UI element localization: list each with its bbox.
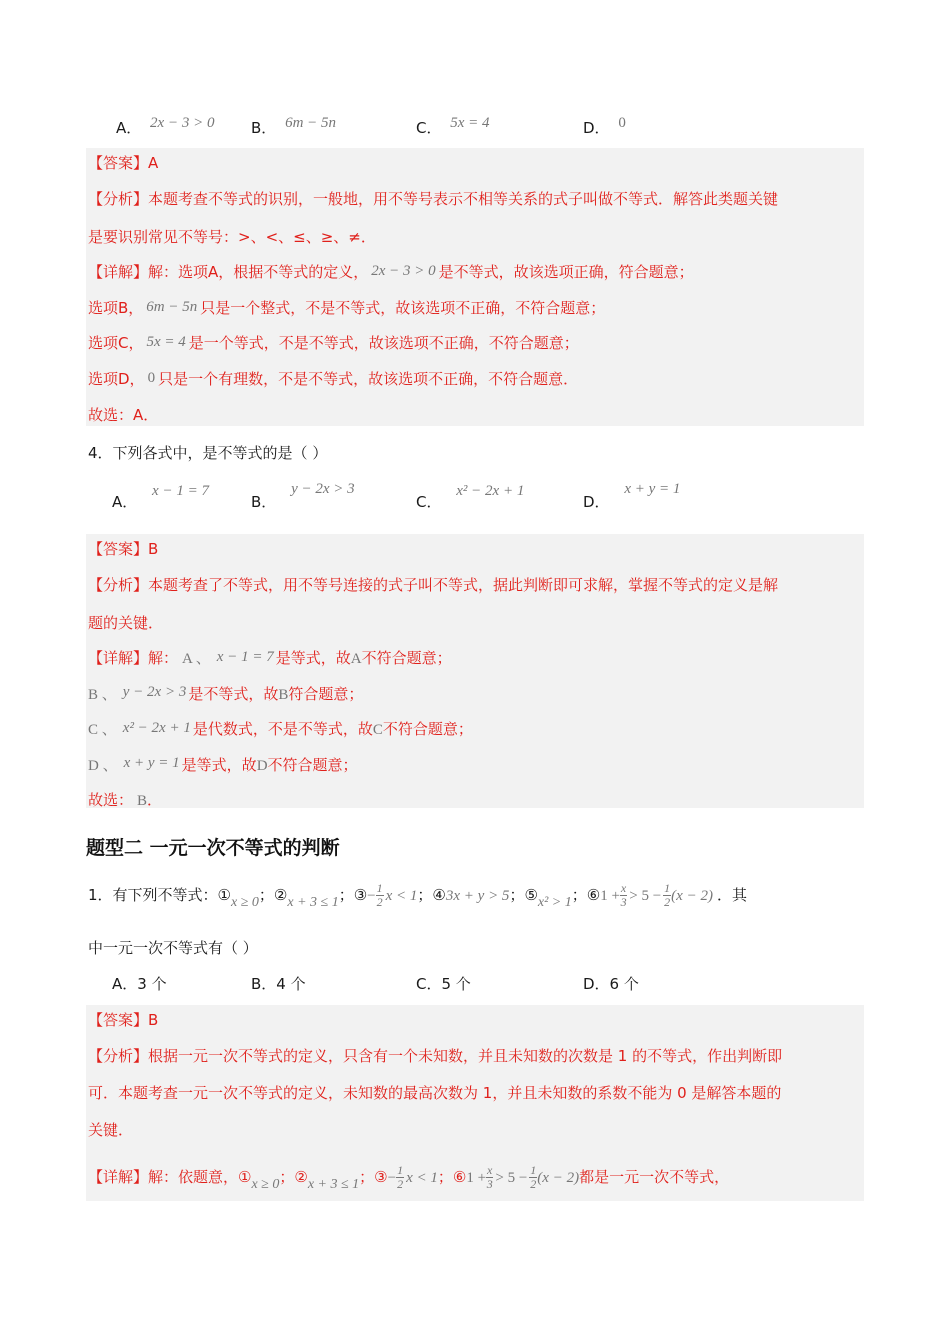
detail-letter: D [88,758,99,774]
detail-text: 是不等式，故该选项正确，符合题意； [438,263,694,281]
analysis-line-3: 关键． [88,1121,134,1139]
detail-text: ；② [279,1168,308,1186]
detail-letter: B [137,793,148,809]
detail-sep: 、 [98,687,117,703]
s2q1-answer-block [86,1005,864,1201]
detail-text: ；③ [359,1168,388,1186]
option-expr: x² − 2x + 1 [456,483,525,499]
detail-text: 只是一个整式，不是不等式，故该选项不正确，不符合题意； [200,299,606,317]
inequality-6-part: 1 + [466,1170,487,1186]
fraction-num: 1 [664,881,671,895]
detail-text: 选项D， [88,370,145,388]
detail-text: 不符合题意； [361,649,452,667]
detail-text: 不符合题意； [267,756,358,774]
detail-text: 符合题意； [288,685,364,703]
detail-expr: x² − 2x + 1 [122,720,191,736]
detail-text: 是不等式，故 [188,685,279,703]
q4-stem: 4．下列各式中，是不等式的是（ ） [88,444,328,462]
detail-expr: x − 1 = 7 [216,649,274,665]
option-label: D． [583,119,610,137]
stem-text: 1．有下列不等式：① [88,886,231,904]
inequality-3: x < 1 [406,1170,438,1186]
analysis-line-2: 题的关键． [88,614,164,632]
detail-text: 选项B， [88,299,144,317]
detail-text: 只是一个有理数，不是不等式，故该选项不正确，不符合题意． [158,370,579,388]
inequality-6-fraction-1 [620,882,627,909]
detail-expr: 5x = 4 [146,334,186,350]
q4-option-a [112,483,209,512]
inequality-2: x + 3 ≤ 1 [307,1177,360,1192]
stem-text: ；⑤ [509,886,538,904]
detail-text: 都是一元一次不等式， [579,1168,730,1186]
q3-option-d [583,117,626,138]
fraction-num: 1 [376,881,383,895]
analysis-line-1: 【分析】本题考查了不等式，用不等号连接的式子叫不等式，据此判断即可求解，掌握不等式的定义是解 [88,576,779,594]
detail-line [88,1155,729,1199]
option-label: C． [416,119,442,137]
detail-letter: A [350,651,362,667]
option-label: C． [416,493,442,511]
q4-answer-block [86,534,864,808]
fraction-num: 1 [397,1163,404,1177]
answer-label: 【答案】B [88,540,159,558]
inequality-2: x + 3 ≤ 1 [287,895,339,910]
inequality-6-part: (x − 2) [537,1170,580,1186]
analysis-line-2: 是要识别常见不等号：>、<、≤、≥、≠． [88,228,376,246]
detail-line-1 [88,261,694,282]
inequality-6-part: 1 + [600,888,620,904]
detail-text: ． [147,791,163,809]
answer-label: 【答案】B [88,1011,159,1029]
detail-text: 【详解】解： [88,649,179,667]
inequality-6-fraction-1 [486,1164,493,1191]
inequality-6-part: > 5 − [629,888,662,904]
stem-text: ；③ [338,886,368,904]
detail-sep: 、 [192,651,211,667]
detail-letter: C [88,722,99,738]
option-expr: x + y = 1 [624,481,681,497]
inequality-1: x ≥ 0 [251,1177,280,1192]
option-expr: 5x = 4 [450,115,490,131]
detail-sep: 、 [98,722,117,738]
detail-expr: 0 [147,370,156,386]
s2q1-option-d: D．6 个 [583,975,639,993]
stem-text: ；⑥ [571,886,601,904]
stem-text: ；④ [417,886,446,904]
fraction-den: 3 [620,895,627,909]
detail-line-2 [88,297,605,318]
option-label: B． [251,493,277,511]
q3-answer-block [86,148,864,426]
fraction-den: 3 [486,1177,493,1191]
detail-text: 是代数式，不是不等式，故 [192,720,373,738]
detail-text: 是一个等式，不是不等式，故该选项不正确，不符合题意； [188,334,579,352]
inequality-6-part: (x − 2) [671,888,713,904]
detail-sep: 、 [98,758,118,774]
fraction-den: 2 [376,895,383,909]
inequality-6-fraction-2 [663,882,671,909]
detail-letter: A [182,651,193,667]
option-label: A． [112,493,138,511]
fraction-den: 2 [397,1177,404,1191]
detail-text: 是等式，故 [275,649,351,667]
inequality-1: x ≥ 0 [231,895,259,910]
detail-letter: B [88,687,99,703]
q4-option-b [251,481,355,512]
detail-letter: B [278,687,289,703]
detail-text: 【详解】解：选项A，根据不等式的定义， [88,263,369,281]
inequality-6-part: > 5 − [495,1170,528,1186]
option-expr: x − 1 = 7 [152,483,209,499]
inequality-4: 3x + y > 5 [445,888,510,904]
detail-letter: C [372,722,383,738]
detail-line-1 [88,647,452,668]
choose-line [88,789,162,810]
option-expr: 6m − 5n [285,115,337,131]
fraction-den: 2 [530,1177,537,1191]
inequality-3: x < 1 [385,888,418,904]
fraction-num: x [620,881,627,895]
detail-text: ；⑥ [437,1168,467,1186]
option-expr: 0 [618,115,626,131]
fraction-den: 2 [664,895,671,909]
detail-text: 【详解】解：依题意，① [88,1168,252,1186]
stem-text: ．其 [716,886,747,904]
detail-letter: D [256,758,268,774]
detail-text: 是等式，故 [181,756,257,774]
q4-option-d [583,481,681,512]
inequality-5: x² > 1 [537,895,572,910]
s2q1-option-c: C．5 个 [416,975,471,993]
detail-line-4 [88,368,578,389]
detail-line-4 [88,754,358,775]
stem-text: ；② [258,886,288,904]
option-label: A． [116,119,142,137]
detail-expr: 6m − 5n [146,299,198,315]
option-expr: 2x − 3 > 0 [150,115,215,131]
q4-option-c [416,483,525,512]
inequality-3-fraction [396,1164,404,1191]
q3-option-a [116,117,214,138]
detail-line-3 [88,332,579,353]
detail-expr: y − 2x > 3 [122,684,187,700]
detail-text: 选项C， [88,334,144,352]
s2q1-stem-line-1 [88,873,747,917]
detail-expr: x + y = 1 [123,755,180,771]
inequality-3-fraction [376,882,384,909]
section-title: 题型二 一元一次不等式的判断 [86,837,340,859]
inequality-3-sign: − [387,1170,397,1186]
detail-line-2 [88,683,363,704]
option-label: D． [583,493,610,511]
detail-text: 不符合题意； [382,720,473,738]
detail-text: 故选： [88,791,134,809]
option-expr: y − 2x > 3 [291,481,355,497]
fraction-num: x [487,1163,493,1177]
fraction-num: 1 [530,1163,537,1177]
analysis-line-2: 可．本题考查一元一次不等式的定义，未知数的最高次数为 1，并且未知数的系数不能为 0 是解答本题的 [88,1084,782,1102]
detail-line-3 [88,718,473,739]
s2q1-option-b: B．4 个 [251,975,306,993]
detail-expr: 2x − 3 > 0 [371,263,436,279]
s2q1-stem-line-2: 中一元一次不等式有（ ） [88,939,258,957]
choose-line: 故选：A． [88,406,159,424]
analysis-line-1: 【分析】根据一元一次不等式的定义，只含有一个未知数，并且未知数的次数是 1 的不等式，作出判断即 [88,1047,783,1065]
answer-label: 【答案】A [88,154,159,172]
q3-option-c [416,117,490,138]
inequality-3-sign: − [367,888,376,904]
s2q1-option-a: A．3 个 [112,975,167,993]
analysis-line-1: 【分析】本题考查不等式的识别，一般地，用不等号表示不相等关系的式子叫做不等式．解答此类题关键 [88,190,779,208]
option-label: B． [251,119,277,137]
q3-option-b [251,117,336,138]
